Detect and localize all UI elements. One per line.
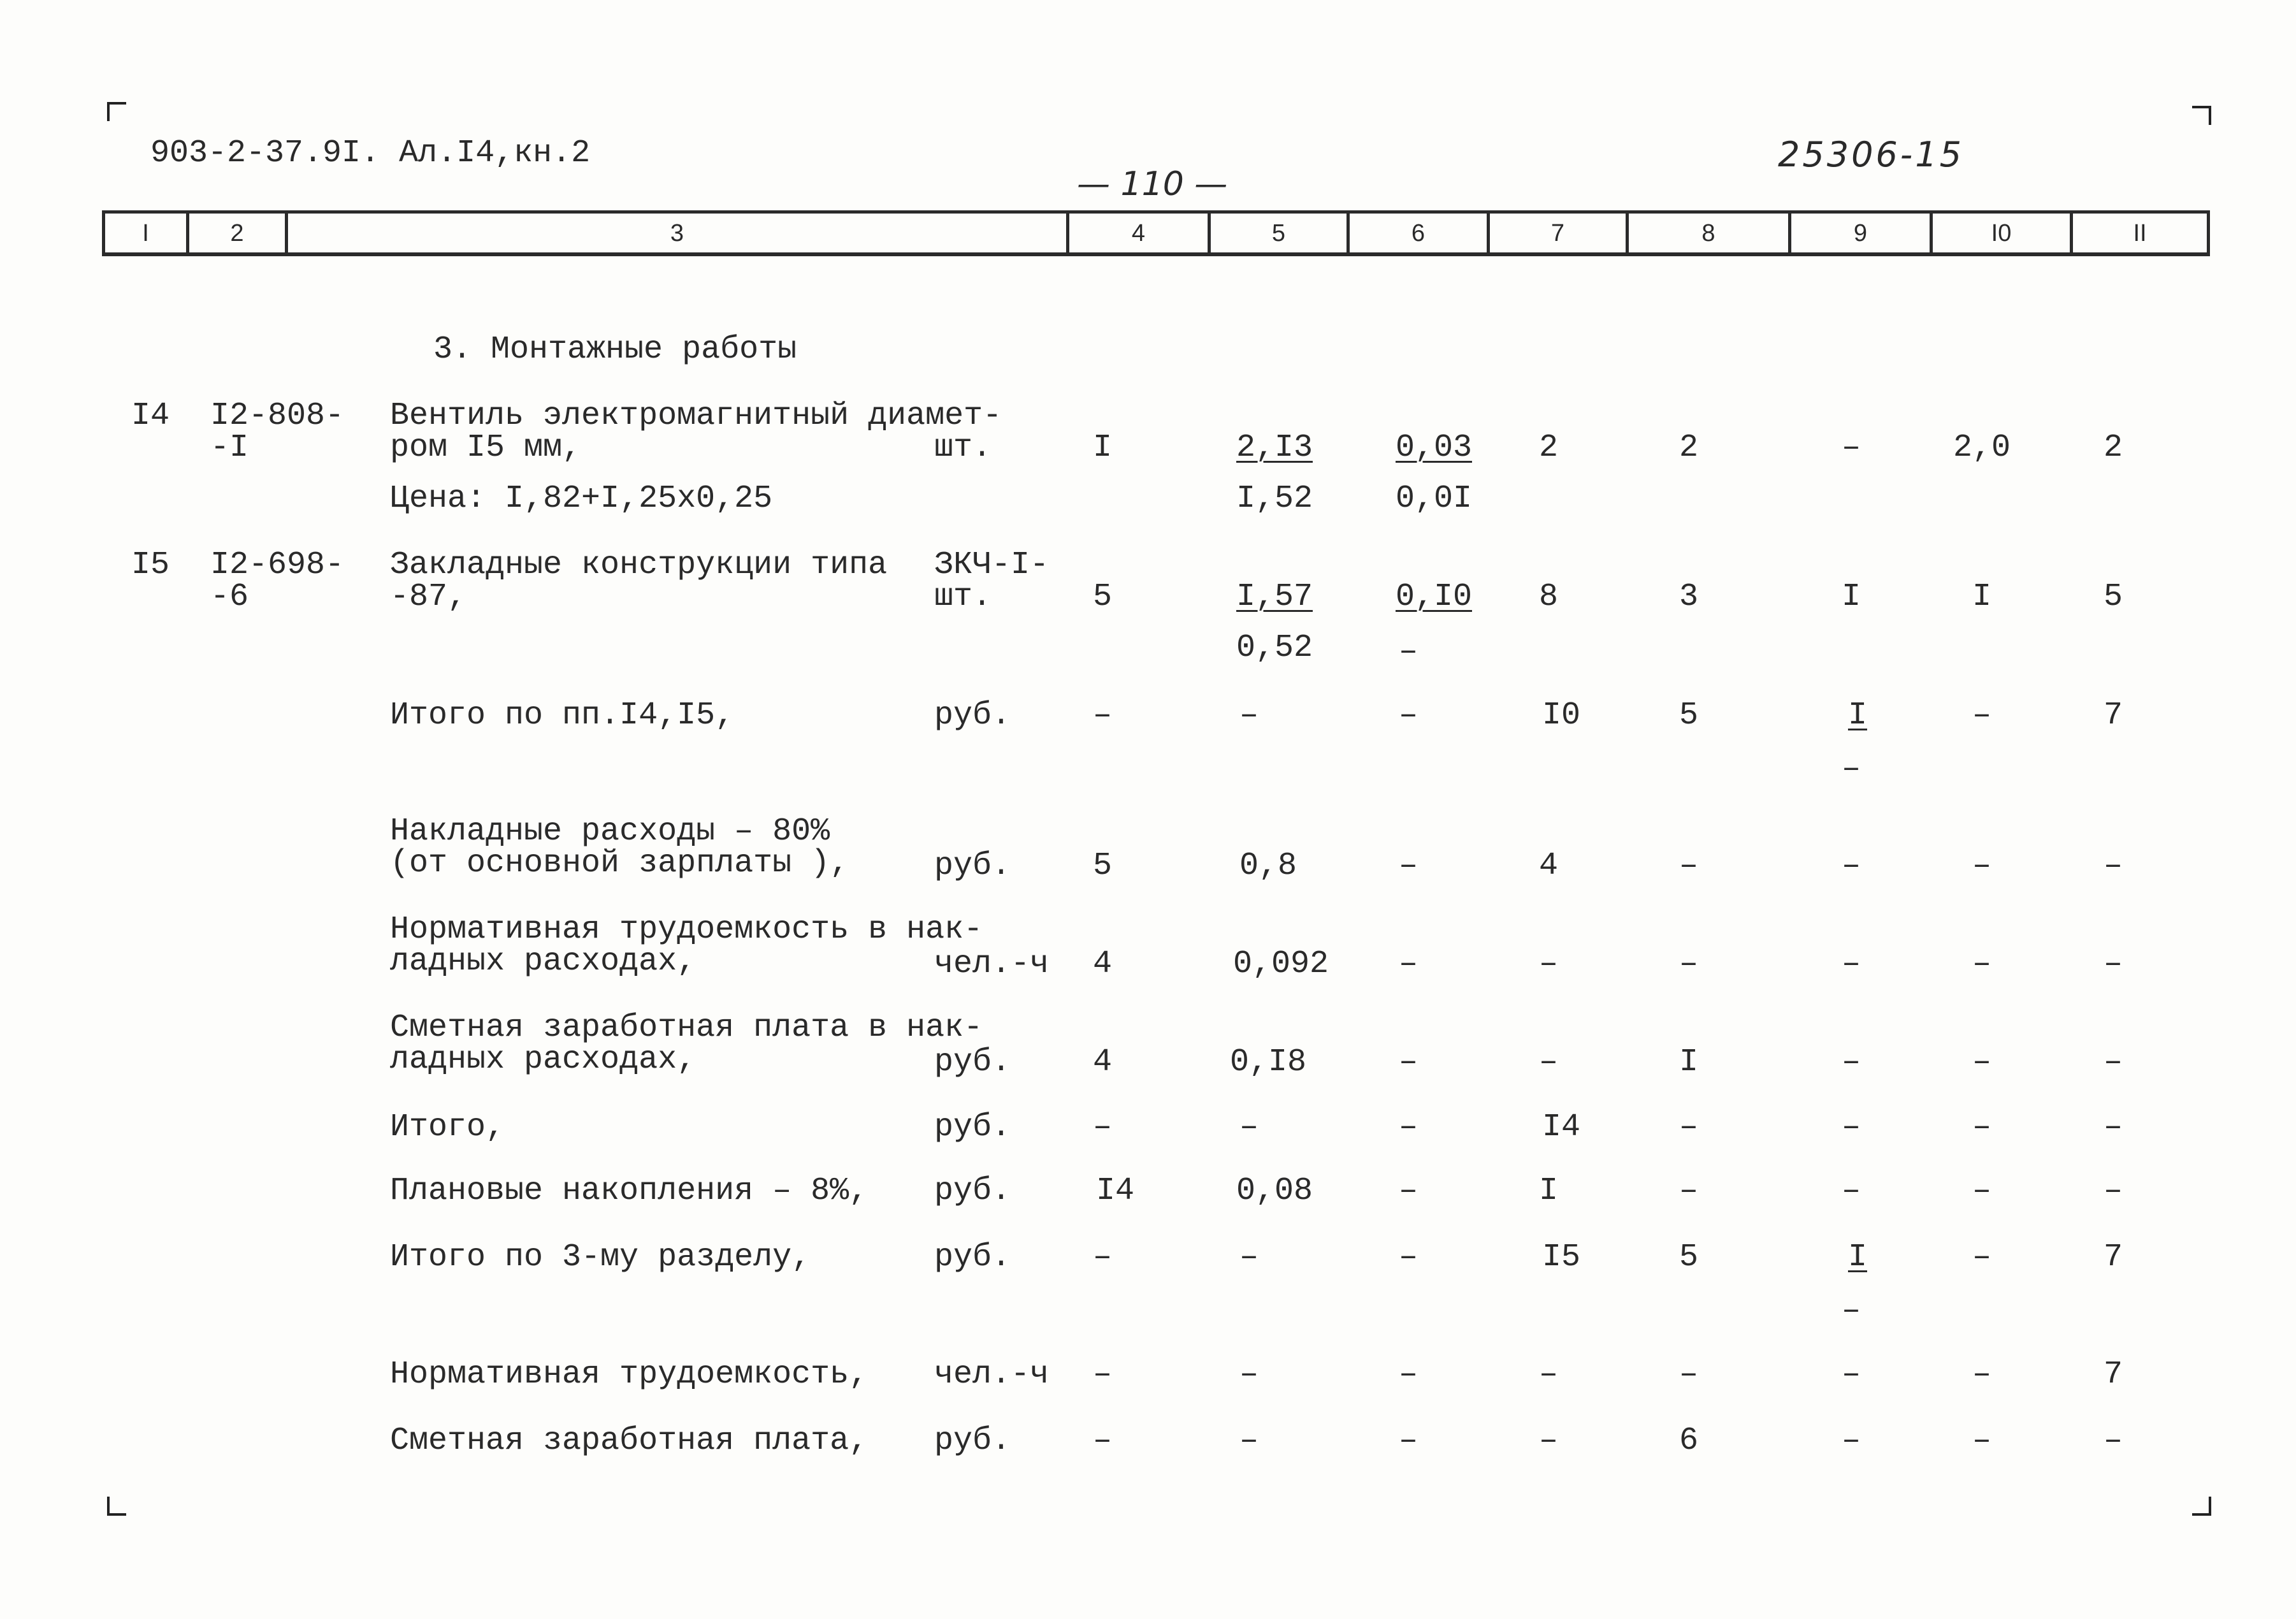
cell-col6: – — [1398, 946, 1418, 982]
cell-col9: – — [1841, 1109, 1861, 1145]
unit: шт. — [934, 579, 992, 615]
column-number: 9 — [1788, 214, 1930, 253]
cell-col7: 8 — [1538, 579, 1558, 615]
cell-col7: I4 — [1541, 1109, 1580, 1145]
corner-mark-bottom-right — [2192, 1497, 2211, 1516]
cell-col11: 7 — [2103, 1356, 2123, 1393]
cell-col4: – — [1092, 1109, 1112, 1145]
unit: чел.-ч — [934, 946, 1050, 982]
cell-col9: – — [1841, 1044, 1861, 1080]
cell-col5-secondary: I,52 — [1236, 481, 1313, 517]
row-description: Итого по пп.I4,I5, — [390, 697, 735, 734]
cell-col8: – — [1679, 1173, 1698, 1209]
row-description: Накладные расходы – 80% — [390, 813, 830, 850]
column-number: I0 — [1930, 214, 2070, 253]
cell-col5: I,57 — [1236, 579, 1313, 615]
cell-col5: – — [1239, 1239, 1259, 1275]
column-number: I — [142, 219, 149, 247]
cell-col11: 5 — [2103, 579, 2123, 615]
column-number: 4 — [1066, 214, 1208, 253]
cell-col10: – — [1972, 1044, 1991, 1080]
cell-col6: 0,I0 — [1395, 579, 1473, 615]
column-number: 7 — [1487, 214, 1626, 253]
cell-col6: – — [1398, 1423, 1418, 1459]
row-description: Сметная заработная плата, — [390, 1423, 869, 1459]
cell-col4: I — [1092, 430, 1112, 466]
section-title: 3. Монтажные работы — [433, 331, 797, 368]
cell-col10: – — [1972, 1239, 1991, 1275]
cell-col7: – — [1538, 1356, 1558, 1393]
cell-col5: – — [1239, 697, 1259, 734]
row-description: Сметная заработная плата в нак- — [390, 1010, 983, 1046]
cell-col9: – — [1841, 1356, 1861, 1393]
cell-col10: – — [1972, 697, 1991, 734]
archive-number: 25306-15 — [1778, 134, 1964, 175]
cell-col11: 2 — [2103, 430, 2123, 466]
cell-col4: – — [1092, 697, 1112, 734]
cell-col10: – — [1972, 1423, 1991, 1459]
column-number: 5 — [1208, 214, 1347, 253]
cell-col5: – — [1239, 1109, 1259, 1145]
cell-col5: 0,I8 — [1229, 1044, 1307, 1080]
row-description: Вентиль электромагнитный диамет- — [390, 398, 1002, 434]
unit: чел.-ч — [934, 1356, 1050, 1393]
cell-col7: – — [1538, 946, 1558, 982]
row-description: -87, — [390, 579, 467, 615]
cell-col4: – — [1092, 1239, 1112, 1275]
cell-col8: – — [1679, 946, 1698, 982]
unit: руб. — [934, 1109, 1011, 1145]
cell-col4: I4 — [1095, 1173, 1134, 1209]
cell-col4: 5 — [1092, 848, 1112, 884]
cell-col10: 2,0 — [1953, 430, 2011, 466]
row-description: Нормативная трудоемкость в нак- — [390, 911, 983, 948]
cell-col9: I — [1841, 579, 1861, 615]
cell-col4: 4 — [1092, 946, 1112, 982]
cell-col8: 3 — [1679, 579, 1698, 615]
row-description: (от основной зарплаты ), — [390, 845, 849, 882]
cell-col10: – — [1972, 1109, 1991, 1145]
unit: руб. — [934, 1173, 1011, 1209]
column-number: 8 — [1626, 214, 1788, 253]
unit: руб. — [934, 848, 1011, 884]
cell-col5: 0,092 — [1232, 946, 1329, 982]
row-description: ладных расходах, — [390, 943, 697, 980]
corner-mark-top-right — [2192, 106, 2211, 125]
cell-col9: I — [1847, 697, 1867, 734]
corner-mark-bottom-left — [107, 1497, 126, 1516]
cell-col11: – — [2103, 1109, 2123, 1145]
cell-col11: – — [2103, 946, 2123, 982]
rate-code: -6 — [210, 579, 249, 615]
cell-col11: – — [2103, 1423, 2123, 1459]
row-description: Плановые накопления – 8%, — [390, 1173, 869, 1209]
cell-col11: – — [2103, 848, 2123, 884]
cell-col6-secondary: – — [1398, 634, 1418, 670]
cell-col9: – — [1841, 430, 1861, 466]
cell-col6: – — [1398, 1044, 1418, 1080]
cell-col5: – — [1239, 1356, 1259, 1393]
unit: руб. — [934, 697, 1011, 734]
cell-col4: – — [1092, 1356, 1112, 1393]
cell-col6: – — [1398, 697, 1418, 734]
corner-mark-top-left — [107, 102, 126, 121]
rate-code: I2-808- — [210, 398, 345, 434]
cell-col7: – — [1538, 1044, 1558, 1080]
column-number: II — [2070, 214, 2207, 253]
page-number: — 110 — — [1077, 165, 1228, 203]
cell-col11: 7 — [2103, 697, 2123, 734]
price-note: Цена: I,82+I,25x0,25 — [390, 481, 773, 517]
cell-col7: I5 — [1541, 1239, 1580, 1275]
cell-col7: I — [1538, 1173, 1558, 1209]
cell-col8: 5 — [1679, 697, 1698, 734]
cell-col9: I — [1847, 1239, 1867, 1275]
cell-col8: 2 — [1679, 430, 1698, 466]
row-description: ром I5 мм, — [390, 430, 582, 466]
cell-col9-secondary: – — [1841, 751, 1861, 787]
column-number-strip — [102, 210, 2210, 256]
cell-col10: I — [1972, 579, 1991, 615]
row-description: Нормативная трудоемкость, — [390, 1356, 869, 1393]
cell-col9: – — [1841, 1173, 1861, 1209]
cell-col8: 5 — [1679, 1239, 1698, 1275]
row-description: ладных расходах, — [390, 1042, 697, 1078]
rate-code: -I — [210, 430, 249, 466]
unit: ЗКЧ-I- — [934, 547, 1050, 583]
document-code: 903-2-37.9I. Ал.I4,кн.2 — [150, 135, 591, 171]
cell-col6: – — [1398, 1239, 1418, 1275]
unit: руб. — [934, 1239, 1011, 1275]
cell-col11: 7 — [2103, 1239, 2123, 1275]
cell-col5: 2,I3 — [1236, 430, 1313, 466]
cell-col9-secondary: – — [1841, 1293, 1861, 1329]
cell-col6: – — [1398, 848, 1418, 884]
row-number: I5 — [131, 547, 170, 583]
cell-col9: – — [1841, 848, 1861, 884]
column-number: 6 — [1347, 214, 1487, 253]
cell-col10: – — [1972, 848, 1991, 884]
cell-col8: – — [1679, 1109, 1698, 1145]
row-number: I4 — [131, 398, 170, 434]
cell-col5: – — [1239, 1423, 1259, 1459]
cell-col7: – — [1538, 1423, 1558, 1459]
cell-col8: – — [1679, 848, 1698, 884]
row-description: Закладные конструкции типа — [390, 547, 888, 583]
row-description: Итого, — [390, 1109, 505, 1145]
cell-col5-secondary: 0,52 — [1236, 630, 1313, 666]
cell-col4: – — [1092, 1423, 1112, 1459]
cell-col8: I — [1679, 1044, 1698, 1080]
cell-col6: – — [1398, 1173, 1418, 1209]
cell-col8: 6 — [1679, 1423, 1698, 1459]
cell-col9: – — [1841, 946, 1861, 982]
cell-col6: 0,03 — [1395, 430, 1473, 466]
cell-col11: – — [2103, 1173, 2123, 1209]
cell-col10: – — [1972, 1356, 1991, 1393]
cell-col4: 4 — [1092, 1044, 1112, 1080]
cell-col7: I0 — [1541, 697, 1580, 734]
cell-col9: – — [1841, 1423, 1861, 1459]
unit: руб. — [934, 1423, 1011, 1459]
cell-col7: 2 — [1538, 430, 1558, 466]
column-number: 3 — [285, 214, 1066, 253]
rate-code: I2-698- — [210, 547, 345, 583]
row-description: Итого по 3-му разделу, — [390, 1239, 811, 1275]
unit: руб. — [934, 1044, 1011, 1080]
cell-col6-secondary: 0,0I — [1395, 481, 1473, 517]
cell-col10: – — [1972, 946, 1991, 982]
unit: шт. — [934, 430, 992, 466]
cell-col11: – — [2103, 1044, 2123, 1080]
cell-col8: – — [1679, 1356, 1698, 1393]
column-number: 2 — [186, 214, 285, 253]
cell-col6: – — [1398, 1356, 1418, 1393]
cell-col5: 0,8 — [1239, 848, 1297, 884]
cell-col7: 4 — [1538, 848, 1558, 884]
cell-col10: – — [1972, 1173, 1991, 1209]
cell-col6: – — [1398, 1109, 1418, 1145]
cell-col5: 0,08 — [1236, 1173, 1313, 1209]
cell-col4: 5 — [1092, 579, 1112, 615]
